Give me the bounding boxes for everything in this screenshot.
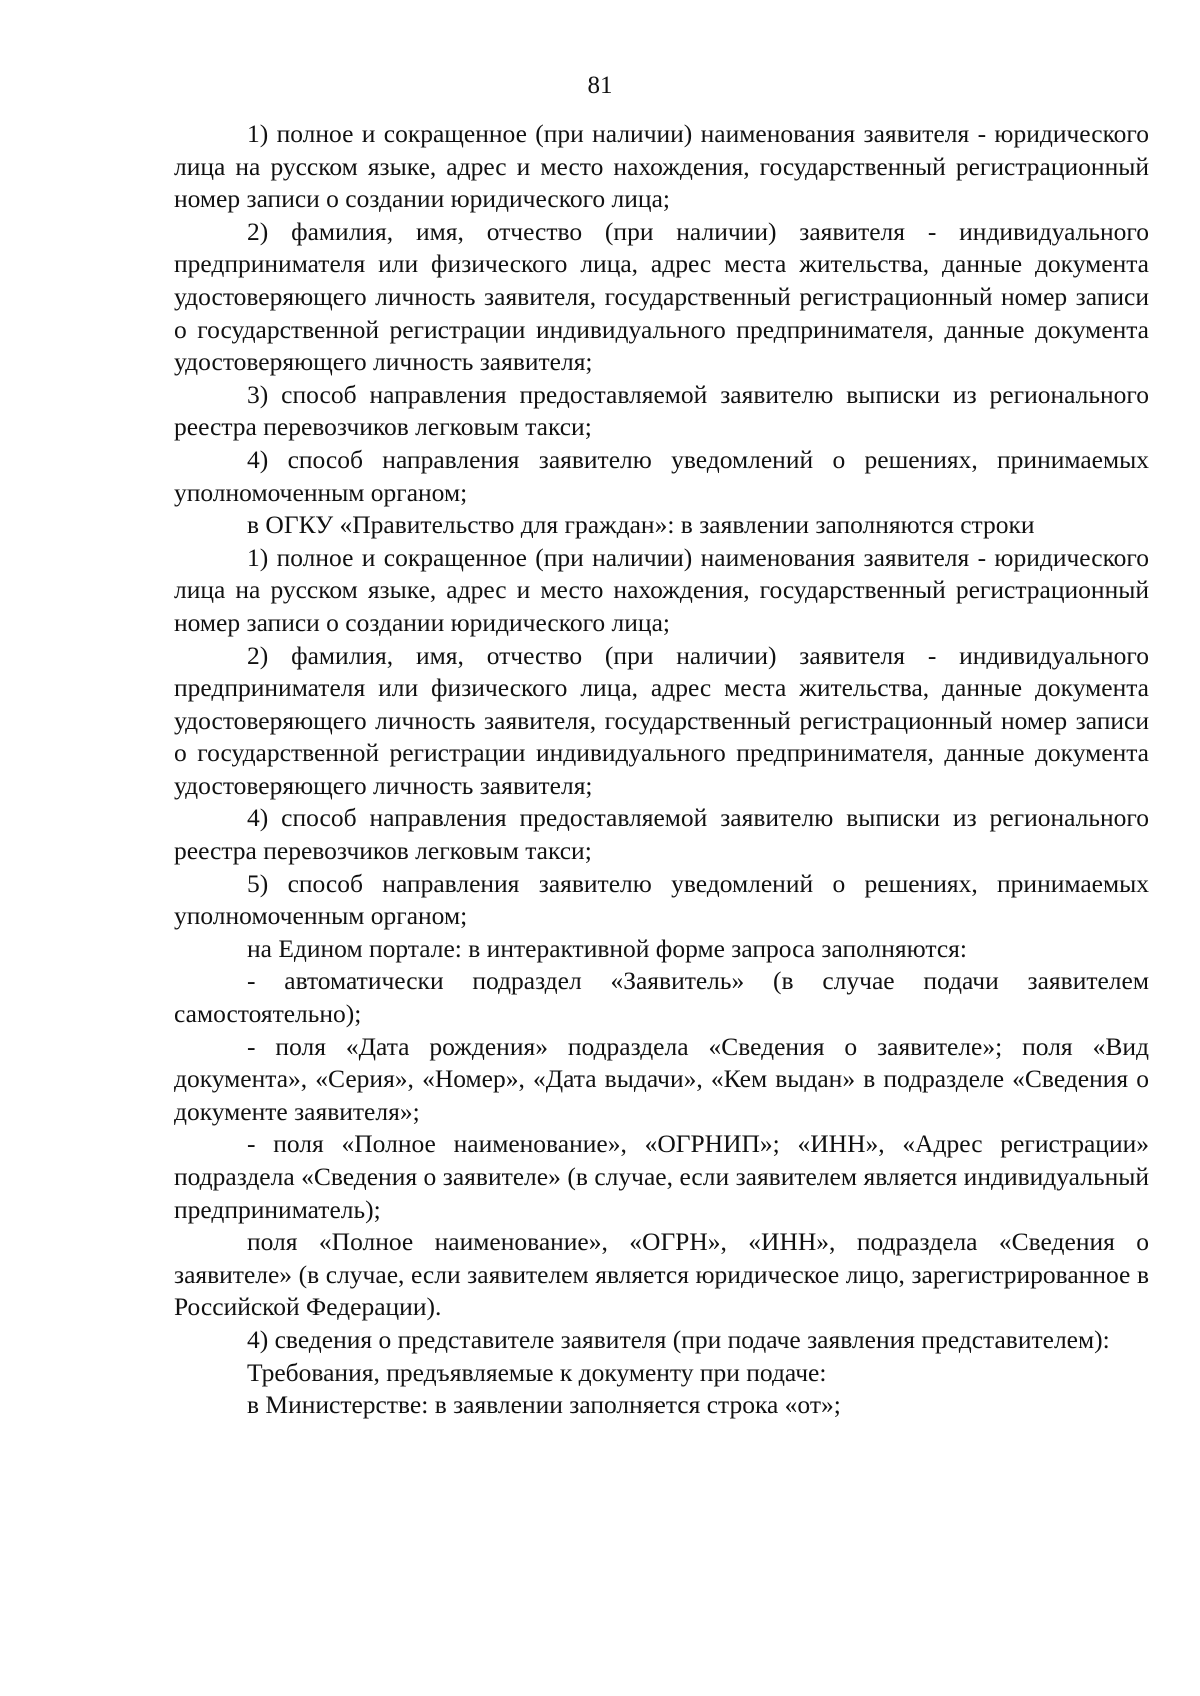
paragraph-1: 1) полное и сокращенное (при наличии) наименования заявителя - юридического лица на русском языке, адрес и место нахождения, государственный регистрационный номер записи о создании юридического лица; <box>174 119 1149 214</box>
paragraph-17: в Министерстве: в заявлении заполняется строка «от»; <box>247 1390 841 1420</box>
page-number: 81 <box>587 72 613 99</box>
paragraph-2: 2) фамилия, имя, отчество (при наличии) заявителя - индивидуального предпринимателя или физического лица, адрес места жительства, данные документа удостоверяющего личность заявителя, государственный регистрационный номер записи о государственной регистрации индивидуального предпринимателя, данные документа удостоверяющего личность заявителя; <box>174 216 1149 377</box>
paragraph-6: 1) полное и сокращенное (при наличии) наименования заявителя - юридического лица на русском языке, адрес и место нахождения, государственный регистрационный номер записи о создании юридического лица; <box>174 542 1149 637</box>
paragraph-16: Требования, предъявляемые к документу при подаче: <box>247 1357 827 1387</box>
paragraph-13: - поля «Полное наименование», «ОГРНИП»; «ИНН», «Адрес регистрации» подраздела «Сведения о заявителе» (в случае, если заявителем является индивидуальный предприниматель); <box>174 1129 1149 1224</box>
paragraph-15: 4) сведения о представителе заявителя (при подаче заявления представителем): <box>247 1324 1110 1354</box>
paragraph-5: в ОГКУ «Правительство для граждан»: в заявлении заполняются строки <box>247 510 1035 540</box>
paragraph-3: 3) способ направления предоставляемой заявителю выписки из регионального реестра перевозчиков легковым такси; <box>174 379 1149 442</box>
paragraph-9: 5) способ направления заявителю уведомлений о решениях, принимаемых уполномоченным органом; <box>174 868 1149 931</box>
paragraph-12: - поля «Дата рождения» подраздела «Сведения о заявителе»; поля «Вид документа», «Серия», «Номер», «Дата выдачи», «Кем выдан» в подразделе «Сведения о документе заявителя»; <box>174 1031 1149 1126</box>
document-body <box>174 118 1149 1422</box>
paragraph-10: на Едином портале: в интерактивной форме запроса заполняются: <box>247 933 967 963</box>
paragraph-11: - автоматически подраздел «Заявитель» (в случае подачи заявителем самостоятельно); <box>174 966 1149 1029</box>
paragraph-4: 4) способ направления заявителю уведомлений о решениях, принимаемых уполномоченным органом; <box>174 444 1149 507</box>
paragraph-8: 4) способ направления предоставляемой заявителю выписки из регионального реестра перевозчиков легковым такси; <box>174 803 1149 866</box>
paragraph-14: поля «Полное наименование», «ОГРН», «ИНН», подраздела «Сведения о заявителе» (в случае, если заявителем является юридическое лицо, зарегистрированное в Российской Федерации). <box>174 1227 1149 1322</box>
paragraph-7: 2) фамилия, имя, отчество (при наличии) заявителя - индивидуального предпринимателя или физического лица, адрес места жительства, данные документа удостоверяющего личность заявителя, государственный регистрационный номер записи о государственной регистрации индивидуального предпринимателя, данные документа удостоверяющего личность заявителя; <box>174 640 1149 800</box>
